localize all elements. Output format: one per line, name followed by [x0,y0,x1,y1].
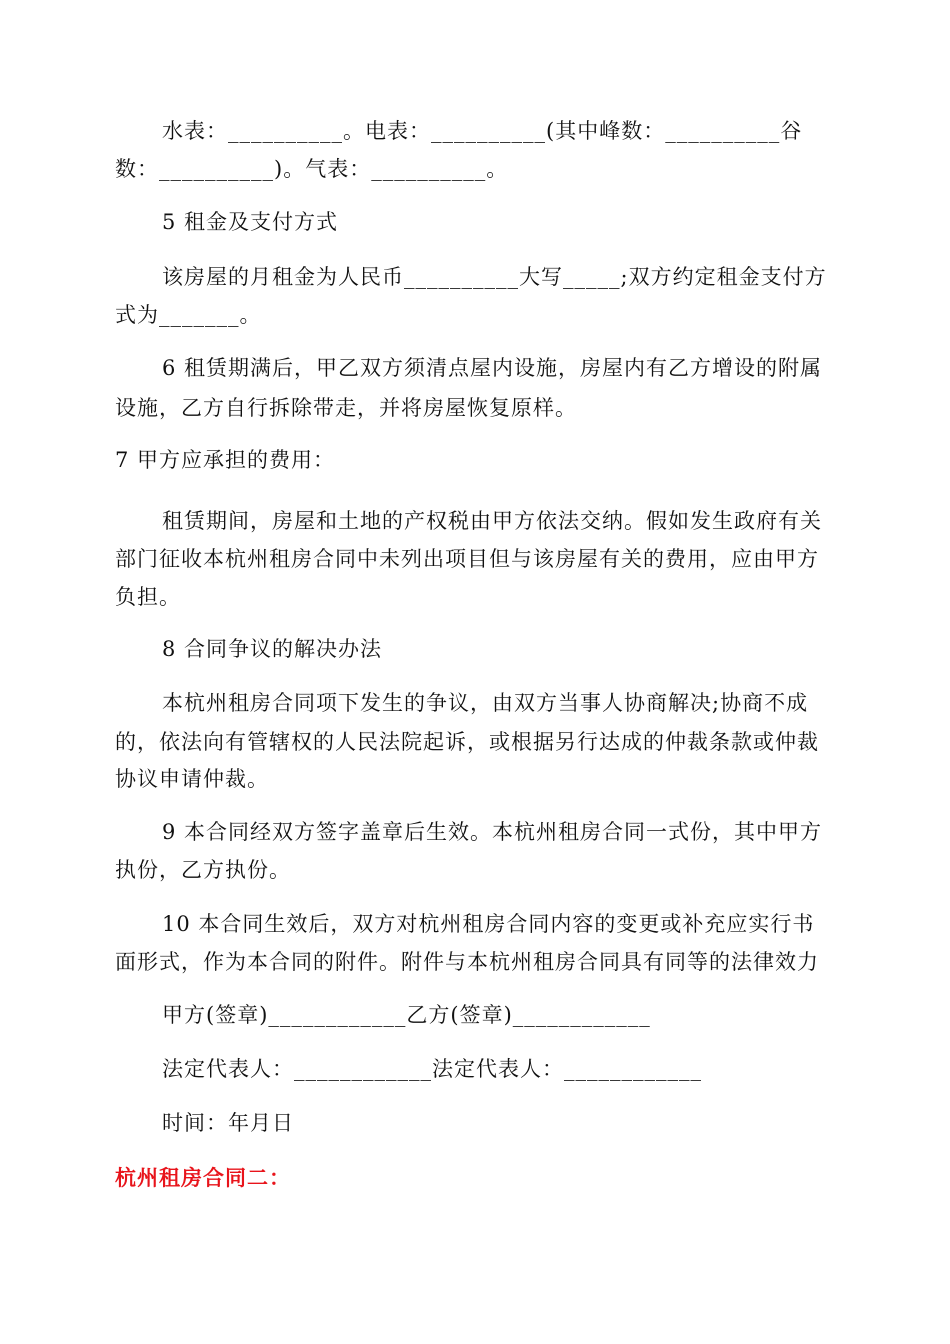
section-10-line-1: 10 本合同生效后，双方对杭州租房合同内容的变更或补充应实行书 [162,912,815,936]
section-8-paragraph-line-1: 本杭州租房合同项下发生的争议，由双方当事人协商解决;协商不成 [162,691,809,715]
section-8-paragraph-line-2: 的，依法向有管辖权的人民法院起诉，或根据另行达成的仲裁条款或仲裁 [115,730,819,754]
section-10-line-2: 面形式，作为本合同的附件。附件与本杭州租房合同具有同等的法律效力 [115,950,819,974]
section-7-paragraph-line-1: 租赁期间，房屋和土地的产权税由甲方依法交纳。假如发生政府有关 [162,509,822,533]
section-7-paragraph-line-3: 负担。 [115,585,181,609]
rent-paragraph-line-2: 式为_______。 [115,303,262,327]
section-6-line-1: 6 租赁期满后，甲乙双方须清点屋内设施，房屋内有乙方增设的附属 [162,356,823,380]
date-line: 时间：年月日 [162,1111,294,1135]
section-9-line-2: 执份，乙方执份。 [115,858,291,882]
meter-readings-line-1: 水表：__________。电表：__________(其中峰数：__________谷 [162,119,803,143]
rent-paragraph-line-1: 该房屋的月租金为人民币__________大写_____;双方约定租金支付方 [162,265,827,289]
signature-line: 甲方(签章)____________乙方(签章)____________ [162,1003,651,1027]
section-5-heading: 5 租金及支付方式 [162,210,339,234]
section-7-paragraph-line-2: 部门征收本杭州租房合同中未列出项目但与该房屋有关的费用，应由甲方 [115,547,819,571]
section-9-line-1: 9 本合同经双方签字盖章后生效。本杭州租房合同一式份，其中甲方 [162,820,823,844]
legal-representative-line: 法定代表人：____________法定代表人：____________ [162,1057,702,1081]
section-7-heading: 7 甲方应承担的费用： [115,448,336,472]
meter-readings-line-2: 数：__________)。气表：__________。 [115,157,509,181]
section-8-paragraph-line-3: 协议申请仲裁。 [115,767,269,791]
section-8-heading: 8 合同争议的解决办法 [162,637,383,661]
section-6-line-2: 设施，乙方自行拆除带走，并将房屋恢复原样。 [115,396,577,420]
contract-two-heading: 杭州租房合同二： [115,1166,291,1190]
